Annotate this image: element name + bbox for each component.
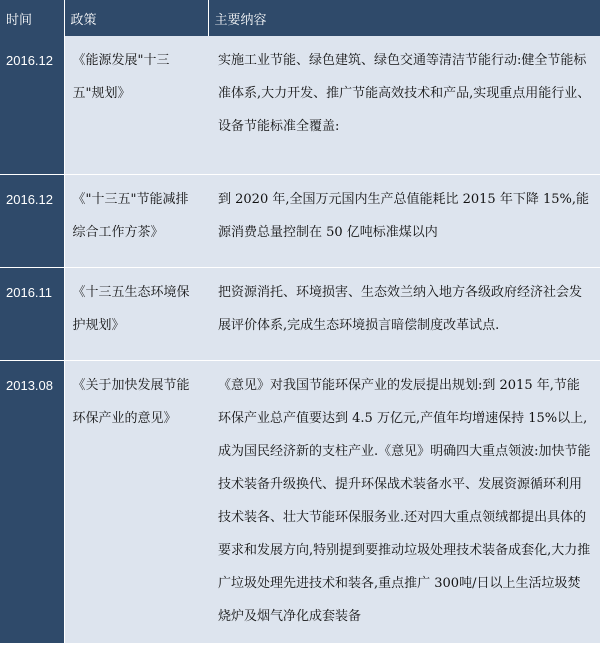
table-row (0, 361, 600, 644)
cell-time: 2016.11 (0, 268, 64, 361)
table-row (0, 175, 600, 268)
cell-content: 实施工业节能、绿色建筑、绿色交通等清洁节能行动:健全节能标准体系,大力开发、推广节能高效技术和产品,实现重点用能行业、设备节能标准全覆盖: (208, 36, 600, 175)
table-row (0, 36, 600, 175)
cell-policy: 《关于加快发展节能环保产业的意见》 (64, 361, 208, 644)
header-time: 时间 (0, 0, 64, 36)
cell-content: 《意见》对我国节能环保产业的发辰提出规划:到 2015 年,节能环保产业总产值要达到 4.5 万亿元,产值年均增速保持 15%以上,成为国民经济新的支柱产业.《意见》明确四大重点领波:加快节能技术装备升级换代、提升环保战术装备水平、发展资源循环利用技术装各、壮大节能环保服务业.还对四大重点领绒都提出具体的要求和发展方向,特别提到要推动垃圾处理技术装备成套化,大力推广垃圾处理先进技术和装各,重点推广 300吨/日以上生活垃圾焚烧炉及烟气净化成套装备 (208, 361, 600, 644)
header-policy: 政策 (64, 0, 208, 36)
cell-policy: 《"十三五"节能减排综合工作方茶》 (64, 175, 208, 268)
table-header-row (0, 0, 600, 36)
header-content: 主要纳容 (208, 0, 600, 36)
table-row (0, 268, 600, 361)
cell-content: 把资源消托、环境损害、生态效兰纳入地方各级政府经济社会发展评价体系,完成生态环境损言暗偿制度改革试点. (208, 268, 600, 361)
cell-content: 到 2020 年,全国万元国内生产总值能耗比 2015 年下降 15%,能源消费总量控制在 50 亿吨标准煤以内 (208, 175, 600, 268)
cell-time: 2016.12 (0, 175, 64, 268)
cell-time: 2016.12 (0, 36, 64, 175)
cell-policy: 《十三五生态环境保护规划》 (64, 268, 208, 361)
cell-policy: 《能源发展"十三五"规划》 (64, 36, 208, 175)
cell-time: 2013.08 (0, 361, 64, 644)
